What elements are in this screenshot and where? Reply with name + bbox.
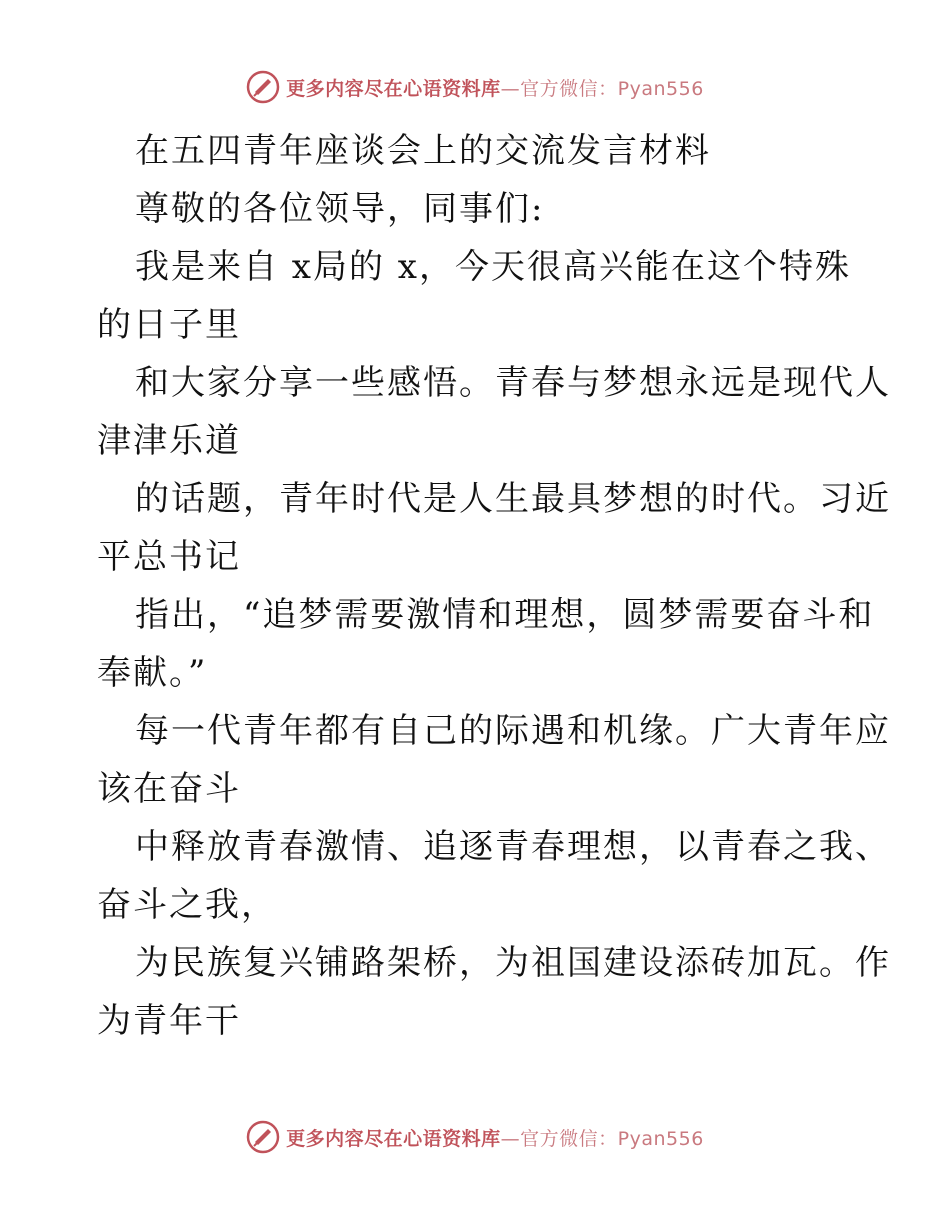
text-line: 平总书记 [97,537,241,577]
text-line: 中释放青春激情、追逐青春理想，以青春之我、 [135,827,891,867]
brand-logo-icon [246,70,280,104]
watermark-text: 更多内容尽在心语资料库—官方微信：Pyan556 [286,77,704,100]
text-line: 奉献。” [97,653,208,693]
watermark-banner-bottom [0,1120,950,1154]
text-line: 尊敬的各位领导，同事们: [135,189,545,229]
text-line: 我是来自 x局的 x，今天很高兴能在这个特殊 [135,247,851,287]
text-line: 为青年干 [97,1001,241,1041]
watermark-banner-top [0,70,950,104]
watermark-text: 更多内容尽在心语资料库—官方微信：Pyan556 [286,1127,704,1150]
text-line: 的话题，青年时代是人生最具梦想的时代。习近 [135,479,891,519]
text-line: 在五四青年座谈会上的交流发言材料 [135,131,711,171]
brand-logo-icon [246,1120,280,1154]
document-body [97,122,891,1050]
text-line: 津津乐道 [97,421,241,461]
text-line: 为民族复兴铺路架桥，为祖国建设添砖加瓦。作 [135,943,891,983]
text-line: 每一代青年都有自己的际遇和机缘。广大青年应 [135,711,891,751]
text-line: 和大家分享一些感悟。青春与梦想永远是现代人 [135,363,891,403]
text-line: 奋斗之我， [97,885,277,925]
text-line: 指出，“追梦需要激情和理想，圆梦需要奋斗和 [135,595,875,635]
text-line: 的日子里 [97,305,241,345]
text-line: 该在奋斗 [97,769,241,809]
